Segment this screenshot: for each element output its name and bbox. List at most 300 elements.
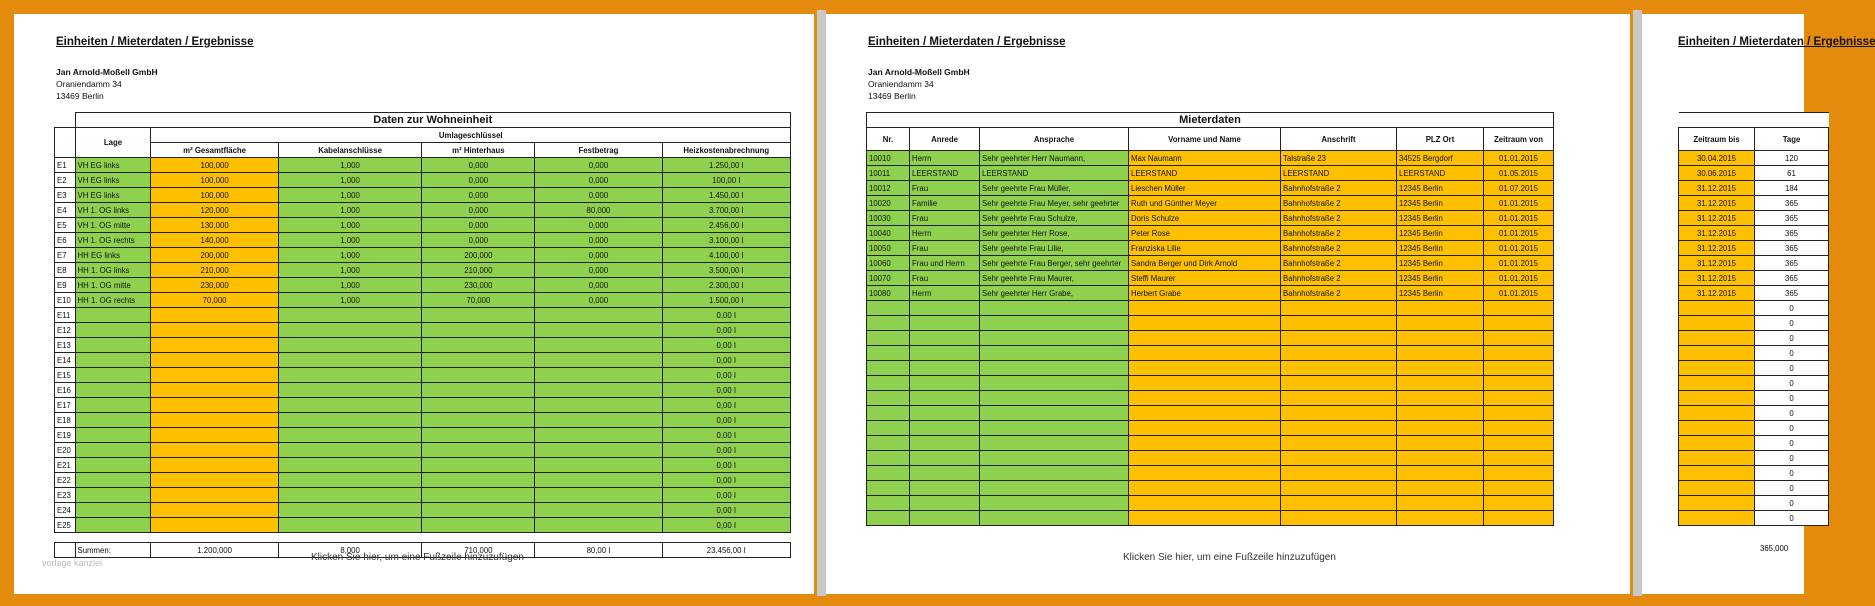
cell-name[interactable] <box>1129 406 1281 421</box>
cell-ansprache[interactable] <box>980 451 1129 466</box>
cell-zeitraum-bis[interactable]: 31.12.2015 <box>1679 241 1755 256</box>
cell-zeitraum-bis[interactable] <box>1679 406 1755 421</box>
cell-zeitraum-von[interactable] <box>1484 436 1554 451</box>
cell-anschrift[interactable] <box>1281 361 1397 376</box>
cell-nr[interactable]: 10030 <box>867 211 910 226</box>
cell-zeitraum-bis[interactable]: 31.12.2015 <box>1679 211 1755 226</box>
cell-zeitraum-von[interactable]: 01.01.2015 <box>1484 271 1554 286</box>
cell-nr[interactable] <box>867 301 910 316</box>
cell-zeitraum-bis[interactable] <box>1679 421 1755 436</box>
cell-name[interactable]: Steffi Maurer <box>1129 271 1281 286</box>
cell-zeitraum-bis[interactable]: 31.12.2015 <box>1679 286 1755 301</box>
cell-zeitraum-von[interactable] <box>1484 361 1554 376</box>
cell-festbetrag[interactable]: 0,000 <box>535 263 662 278</box>
cell-kabel[interactable] <box>278 323 422 338</box>
cell-heizkosten[interactable]: 1.450,00 I <box>662 188 790 203</box>
cell-anrede[interactable] <box>910 436 980 451</box>
cell-kabel[interactable]: 1,000 <box>278 173 422 188</box>
cell-plz[interactable]: 12345 Berlin <box>1397 271 1484 286</box>
cell-hinterhaus[interactable] <box>422 413 535 428</box>
cell-anschrift[interactable] <box>1281 316 1397 331</box>
cell-kabel[interactable]: 1,000 <box>278 278 422 293</box>
cell-hinterhaus[interactable] <box>422 458 535 473</box>
cell-zeitraum-bis[interactable] <box>1679 436 1755 451</box>
cell-heizkosten[interactable]: 0,00 I <box>662 473 790 488</box>
cell-zeitraum-bis[interactable] <box>1679 481 1755 496</box>
cell-ansprache[interactable] <box>980 421 1129 436</box>
cell-anrede[interactable] <box>910 481 980 496</box>
cell-ansprache[interactable] <box>980 331 1129 346</box>
tenants-table[interactable] <box>866 112 1554 526</box>
cell-zeitraum-bis[interactable] <box>1679 316 1755 331</box>
cell-hinterhaus[interactable]: 0,000 <box>422 233 535 248</box>
cell-ansprache[interactable]: Sehr geehrter Herr Rose, <box>980 226 1129 241</box>
cell-festbetrag[interactable] <box>535 383 662 398</box>
cell-zeitraum-von[interactable] <box>1484 301 1554 316</box>
cell-nr[interactable] <box>867 421 910 436</box>
cell-kabel[interactable] <box>278 383 422 398</box>
cell-festbetrag[interactable] <box>535 308 662 323</box>
cell-anrede[interactable]: Herrn <box>910 226 980 241</box>
cell-zeitraum-von[interactable]: 01.05.2015 <box>1484 166 1554 181</box>
cell-plz[interactable] <box>1397 361 1484 376</box>
cell-area[interactable]: 120,000 <box>151 203 278 218</box>
cell-name[interactable] <box>1129 511 1281 526</box>
cell-plz[interactable]: 12345 Berlin <box>1397 286 1484 301</box>
cell-nr[interactable] <box>867 391 910 406</box>
cell-hinterhaus[interactable] <box>422 368 535 383</box>
cell-kabel[interactable] <box>278 473 422 488</box>
cell-heizkosten[interactable]: 4.100,00 I <box>662 248 790 263</box>
cell-plz[interactable]: LEERSTAND <box>1397 166 1484 181</box>
cell-area[interactable] <box>151 353 278 368</box>
cell-anschrift[interactable] <box>1281 421 1397 436</box>
cell-heizkosten[interactable]: 3.500,00 I <box>662 263 790 278</box>
cell-festbetrag[interactable]: 0,000 <box>535 248 662 263</box>
cell-zeitraum-von[interactable] <box>1484 346 1554 361</box>
cell-nr[interactable]: 10011 <box>867 166 910 181</box>
cell-lage[interactable]: HH 1. OG mitte <box>75 278 151 293</box>
cell-plz[interactable]: 12345 Berlin <box>1397 241 1484 256</box>
cell-area[interactable]: 210,000 <box>151 263 278 278</box>
cell-anrede[interactable]: Frau <box>910 211 980 226</box>
cell-heizkosten[interactable]: 0,00 I <box>662 488 790 503</box>
cell-heizkosten[interactable]: 0,00 I <box>662 503 790 518</box>
cell-festbetrag[interactable] <box>535 428 662 443</box>
cell-festbetrag[interactable]: 0,000 <box>535 158 662 173</box>
cell-heizkosten[interactable]: 0,00 I <box>662 323 790 338</box>
cell-heizkosten[interactable]: 0,00 I <box>662 518 790 533</box>
cell-festbetrag[interactable]: 0,000 <box>535 278 662 293</box>
cell-zeitraum-von[interactable]: 01.01.2015 <box>1484 256 1554 271</box>
cell-anrede[interactable]: Herrn <box>910 151 980 166</box>
cell-area[interactable]: 70,000 <box>151 293 278 308</box>
cell-kabel[interactable]: 1,000 <box>278 203 422 218</box>
cell-festbetrag[interactable] <box>535 368 662 383</box>
cell-ansprache[interactable] <box>980 301 1129 316</box>
cell-anschrift[interactable] <box>1281 331 1397 346</box>
cell-festbetrag[interactable] <box>535 413 662 428</box>
cell-name[interactable] <box>1129 481 1281 496</box>
cell-hinterhaus[interactable] <box>422 428 535 443</box>
cell-lage[interactable] <box>75 443 151 458</box>
cell-anschrift[interactable]: Bahnhofstraße 2 <box>1281 226 1397 241</box>
cell-name[interactable] <box>1129 391 1281 406</box>
cell-hinterhaus[interactable] <box>422 323 535 338</box>
cell-anrede[interactable] <box>910 496 980 511</box>
cell-area[interactable] <box>151 338 278 353</box>
footer-hint[interactable]: Klicken Sie hier, um eine Fußzeile hinzuzufügen <box>311 552 524 563</box>
cell-plz[interactable] <box>1397 406 1484 421</box>
cell-name[interactable]: Max Naumann <box>1129 151 1281 166</box>
cell-anschrift[interactable] <box>1281 376 1397 391</box>
cell-zeitraum-von[interactable]: 01.01.2015 <box>1484 151 1554 166</box>
cell-area[interactable]: 100,000 <box>151 173 278 188</box>
cell-anrede[interactable]: Frau und Herrn <box>910 256 980 271</box>
cell-festbetrag[interactable]: 0,000 <box>535 218 662 233</box>
cell-heizkosten[interactable]: 0,00 I <box>662 353 790 368</box>
cell-hinterhaus[interactable]: 0,000 <box>422 203 535 218</box>
cell-anrede[interactable] <box>910 421 980 436</box>
cell-hinterhaus[interactable]: 0,000 <box>422 218 535 233</box>
cell-area[interactable] <box>151 323 278 338</box>
cell-kabel[interactable] <box>278 398 422 413</box>
cell-plz[interactable] <box>1397 316 1484 331</box>
cell-festbetrag[interactable] <box>535 398 662 413</box>
cell-area[interactable]: 100,000 <box>151 188 278 203</box>
cell-lage[interactable] <box>75 398 151 413</box>
cell-ansprache[interactable]: Sehr geehrte Frau Maurer, <box>980 271 1129 286</box>
cell-name[interactable] <box>1129 496 1281 511</box>
cell-lage[interactable] <box>75 428 151 443</box>
cell-heizkosten[interactable]: 0,00 I <box>662 428 790 443</box>
cell-area[interactable] <box>151 518 278 533</box>
cell-nr[interactable] <box>867 406 910 421</box>
cell-nr[interactable] <box>867 331 910 346</box>
cell-zeitraum-bis[interactable]: 31.12.2015 <box>1679 181 1755 196</box>
cell-area[interactable] <box>151 503 278 518</box>
cell-name[interactable]: Doris Schulze <box>1129 211 1281 226</box>
cell-name[interactable] <box>1129 316 1281 331</box>
cell-lage[interactable] <box>75 473 151 488</box>
cell-nr[interactable]: 10070 <box>867 271 910 286</box>
cell-zeitraum-von[interactable]: 01.01.2015 <box>1484 196 1554 211</box>
cell-festbetrag[interactable] <box>535 518 662 533</box>
cell-area[interactable]: 230,000 <box>151 278 278 293</box>
cell-ansprache[interactable] <box>980 511 1129 526</box>
cell-zeitraum-bis[interactable] <box>1679 361 1755 376</box>
cell-kabel[interactable] <box>278 518 422 533</box>
cell-heizkosten[interactable]: 3.700,00 I <box>662 203 790 218</box>
cell-area[interactable] <box>151 398 278 413</box>
results-table[interactable] <box>1678 112 1829 526</box>
cell-festbetrag[interactable] <box>535 323 662 338</box>
cell-nr[interactable] <box>867 436 910 451</box>
cell-anschrift[interactable]: Bahnhofstraße 2 <box>1281 181 1397 196</box>
cell-anschrift[interactable]: Bahnhofstraße 2 <box>1281 211 1397 226</box>
cell-lage[interactable] <box>75 338 151 353</box>
cell-ansprache[interactable]: Sehr geehrter Herr Grabe, <box>980 286 1129 301</box>
cell-name[interactable]: LEERSTAND <box>1129 166 1281 181</box>
cell-area[interactable] <box>151 383 278 398</box>
cell-area[interactable] <box>151 368 278 383</box>
cell-anschrift[interactable] <box>1281 496 1397 511</box>
cell-nr[interactable] <box>867 481 910 496</box>
cell-nr[interactable] <box>867 316 910 331</box>
cell-nr[interactable] <box>867 361 910 376</box>
cell-plz[interactable] <box>1397 481 1484 496</box>
cell-kabel[interactable]: 1,000 <box>278 188 422 203</box>
cell-lage[interactable] <box>75 323 151 338</box>
cell-ansprache[interactable] <box>980 346 1129 361</box>
cell-name[interactable] <box>1129 301 1281 316</box>
cell-kabel[interactable] <box>278 443 422 458</box>
cell-anschrift[interactable]: Bahnhofstraße 2 <box>1281 196 1397 211</box>
cell-zeitraum-bis[interactable]: 31.12.2015 <box>1679 196 1755 211</box>
cell-anrede[interactable] <box>910 361 980 376</box>
cell-kabel[interactable] <box>278 353 422 368</box>
cell-kabel[interactable] <box>278 338 422 353</box>
cell-nr[interactable]: 10010 <box>867 151 910 166</box>
cell-plz[interactable] <box>1397 391 1484 406</box>
cell-ansprache[interactable] <box>980 436 1129 451</box>
cell-ansprache[interactable] <box>980 406 1129 421</box>
cell-lage[interactable] <box>75 488 151 503</box>
cell-hinterhaus[interactable]: 200,000 <box>422 248 535 263</box>
cell-anschrift[interactable] <box>1281 391 1397 406</box>
cell-anrede[interactable] <box>910 316 980 331</box>
cell-heizkosten[interactable]: 0,00 I <box>662 383 790 398</box>
cell-zeitraum-bis[interactable] <box>1679 466 1755 481</box>
cell-zeitraum-von[interactable] <box>1484 451 1554 466</box>
cell-kabel[interactable] <box>278 503 422 518</box>
cell-hinterhaus[interactable] <box>422 308 535 323</box>
cell-area[interactable] <box>151 443 278 458</box>
cell-lage[interactable]: VH EG links <box>75 188 151 203</box>
cell-name[interactable]: Ruth und Günther Meyer <box>1129 196 1281 211</box>
cell-ansprache[interactable]: Sehr geehrter Herr Naumann, <box>980 151 1129 166</box>
cell-plz[interactable]: 12345 Berlin <box>1397 226 1484 241</box>
cell-festbetrag[interactable]: 0,000 <box>535 173 662 188</box>
cell-heizkosten[interactable]: 1.500,00 I <box>662 293 790 308</box>
cell-anschrift[interactable] <box>1281 466 1397 481</box>
cell-hinterhaus[interactable] <box>422 473 535 488</box>
cell-anrede[interactable] <box>910 301 980 316</box>
cell-festbetrag[interactable]: 80,000 <box>535 203 662 218</box>
cell-heizkosten[interactable]: 0,00 I <box>662 398 790 413</box>
cell-zeitraum-bis[interactable] <box>1679 451 1755 466</box>
cell-lage[interactable] <box>75 368 151 383</box>
cell-anrede[interactable]: LEERSTAND <box>910 166 980 181</box>
cell-anschrift[interactable] <box>1281 481 1397 496</box>
cell-zeitraum-bis[interactable] <box>1679 331 1755 346</box>
cell-area[interactable] <box>151 308 278 323</box>
cell-lage[interactable]: VH EG links <box>75 173 151 188</box>
cell-hinterhaus[interactable] <box>422 383 535 398</box>
cell-hinterhaus[interactable] <box>422 503 535 518</box>
cell-anrede[interactable] <box>910 406 980 421</box>
cell-festbetrag[interactable]: 0,000 <box>535 293 662 308</box>
cell-plz[interactable] <box>1397 346 1484 361</box>
cell-heizkosten[interactable]: 2.456,00 I <box>662 218 790 233</box>
cell-anrede[interactable]: Frau <box>910 271 980 286</box>
cell-nr[interactable]: 10020 <box>867 196 910 211</box>
cell-festbetrag[interactable] <box>535 338 662 353</box>
cell-zeitraum-von[interactable] <box>1484 316 1554 331</box>
cell-nr[interactable]: 10012 <box>867 181 910 196</box>
cell-plz[interactable]: 12345 Berlin <box>1397 196 1484 211</box>
cell-nr[interactable] <box>867 376 910 391</box>
cell-anschrift[interactable]: Bahnhofstraße 2 <box>1281 271 1397 286</box>
cell-name[interactable] <box>1129 421 1281 436</box>
cell-kabel[interactable] <box>278 308 422 323</box>
cell-name[interactable] <box>1129 466 1281 481</box>
cell-ansprache[interactable] <box>980 481 1129 496</box>
cell-plz[interactable] <box>1397 436 1484 451</box>
cell-area[interactable] <box>151 413 278 428</box>
cell-anschrift[interactable]: Bahnhofstraße 2 <box>1281 286 1397 301</box>
cell-festbetrag[interactable] <box>535 473 662 488</box>
cell-ansprache[interactable] <box>980 391 1129 406</box>
cell-festbetrag[interactable]: 0,000 <box>535 188 662 203</box>
cell-kabel[interactable]: 1,000 <box>278 218 422 233</box>
cell-area[interactable]: 140,000 <box>151 233 278 248</box>
cell-ansprache[interactable]: LEERSTAND <box>980 166 1129 181</box>
cell-name[interactable]: Sandra Berger und Dirk Arnold <box>1129 256 1281 271</box>
cell-lage[interactable]: HH 1. OG rechts <box>75 293 151 308</box>
cell-ansprache[interactable] <box>980 496 1129 511</box>
cell-hinterhaus[interactable]: 0,000 <box>422 158 535 173</box>
cell-lage[interactable]: HH 1. OG links <box>75 263 151 278</box>
cell-plz[interactable] <box>1397 511 1484 526</box>
cell-hinterhaus[interactable]: 0,000 <box>422 188 535 203</box>
cell-kabel[interactable]: 1,000 <box>278 158 422 173</box>
cell-zeitraum-bis[interactable] <box>1679 496 1755 511</box>
cell-area[interactable] <box>151 458 278 473</box>
cell-ansprache[interactable]: Sehr geehrte Frau Schulze, <box>980 211 1129 226</box>
cell-plz[interactable]: 12345 Berlin <box>1397 211 1484 226</box>
cell-plz[interactable] <box>1397 451 1484 466</box>
cell-zeitraum-von[interactable] <box>1484 391 1554 406</box>
cell-hinterhaus[interactable] <box>422 353 535 368</box>
cell-plz[interactable] <box>1397 466 1484 481</box>
cell-ansprache[interactable] <box>980 361 1129 376</box>
cell-nr[interactable] <box>867 496 910 511</box>
cell-nr[interactable]: 10040 <box>867 226 910 241</box>
cell-kabel[interactable]: 1,000 <box>278 293 422 308</box>
cell-zeitraum-bis[interactable]: 30.06.2015 <box>1679 166 1755 181</box>
cell-anschrift[interactable]: Bahnhofstraße 2 <box>1281 256 1397 271</box>
cell-area[interactable]: 130,000 <box>151 218 278 233</box>
cell-name[interactable] <box>1129 361 1281 376</box>
cell-zeitraum-von[interactable] <box>1484 421 1554 436</box>
cell-zeitraum-bis[interactable]: 31.12.2015 <box>1679 271 1755 286</box>
cell-anrede[interactable] <box>910 511 980 526</box>
cell-anschrift[interactable] <box>1281 451 1397 466</box>
cell-zeitraum-bis[interactable]: 30.04.2015 <box>1679 151 1755 166</box>
cell-ansprache[interactable] <box>980 316 1129 331</box>
cell-anrede[interactable] <box>910 391 980 406</box>
cell-name[interactable]: Lieschen Müller <box>1129 181 1281 196</box>
cell-hinterhaus[interactable] <box>422 488 535 503</box>
cell-anschrift[interactable]: Bahnhofstraße 2 <box>1281 241 1397 256</box>
cell-heizkosten[interactable]: 0,00 I <box>662 338 790 353</box>
cell-hinterhaus[interactable]: 70,000 <box>422 293 535 308</box>
cell-area[interactable] <box>151 473 278 488</box>
cell-name[interactable] <box>1129 346 1281 361</box>
cell-nr[interactable] <box>867 466 910 481</box>
cell-plz[interactable] <box>1397 421 1484 436</box>
cell-ansprache[interactable]: Sehr geehrte Frau Müller, <box>980 181 1129 196</box>
cell-heizkosten[interactable]: 2.300,00 I <box>662 278 790 293</box>
cell-nr[interactable]: 10060 <box>867 256 910 271</box>
cell-lage[interactable]: VH 1. OG mitte <box>75 218 151 233</box>
cell-heizkosten[interactable]: 3.100,00 I <box>662 233 790 248</box>
cell-festbetrag[interactable] <box>535 503 662 518</box>
cell-zeitraum-von[interactable]: 01.01.2015 <box>1484 241 1554 256</box>
cell-lage[interactable]: VH EG links <box>75 158 151 173</box>
cell-anrede[interactable]: Herrn <box>910 286 980 301</box>
cell-area[interactable]: 100,000 <box>151 158 278 173</box>
cell-area[interactable] <box>151 428 278 443</box>
cell-nr[interactable] <box>867 451 910 466</box>
cell-zeitraum-von[interactable]: 01.07.2015 <box>1484 181 1554 196</box>
cell-anrede[interactable] <box>910 331 980 346</box>
cell-name[interactable]: Herbert Grabe <box>1129 286 1281 301</box>
cell-ansprache[interactable] <box>980 376 1129 391</box>
cell-lage[interactable] <box>75 383 151 398</box>
cell-hinterhaus[interactable]: 210,000 <box>422 263 535 278</box>
cell-zeitraum-von[interactable]: 01.01.2015 <box>1484 211 1554 226</box>
cell-heizkosten[interactable]: 0,00 I <box>662 368 790 383</box>
cell-name[interactable]: Peter Rose <box>1129 226 1281 241</box>
cell-kabel[interactable]: 1,000 <box>278 263 422 278</box>
cell-zeitraum-von[interactable] <box>1484 466 1554 481</box>
cell-anrede[interactable]: Frau <box>910 181 980 196</box>
cell-anrede[interactable] <box>910 376 980 391</box>
cell-anschrift[interactable] <box>1281 301 1397 316</box>
cell-plz[interactable] <box>1397 331 1484 346</box>
cell-ansprache[interactable] <box>980 466 1129 481</box>
footer-hint[interactable]: Klicken Sie hier, um eine Fußzeile hinzuzufügen <box>1123 552 1336 563</box>
cell-zeitraum-von[interactable] <box>1484 406 1554 421</box>
cell-name[interactable] <box>1129 451 1281 466</box>
cell-hinterhaus[interactable]: 230,000 <box>422 278 535 293</box>
cell-nr[interactable] <box>867 346 910 361</box>
cell-zeitraum-von[interactable] <box>1484 511 1554 526</box>
cell-plz[interactable]: 12345 Berlin <box>1397 181 1484 196</box>
cell-zeitraum-bis[interactable] <box>1679 391 1755 406</box>
cell-plz[interactable] <box>1397 376 1484 391</box>
cell-lage[interactable] <box>75 518 151 533</box>
cell-nr[interactable]: 10080 <box>867 286 910 301</box>
cell-plz[interactable] <box>1397 496 1484 511</box>
cell-plz[interactable] <box>1397 301 1484 316</box>
cell-plz[interactable]: 34525 Bergdorf <box>1397 151 1484 166</box>
cell-heizkosten[interactable]: 1.250,00 I <box>662 158 790 173</box>
cell-zeitraum-von[interactable] <box>1484 331 1554 346</box>
cell-nr[interactable]: 10050 <box>867 241 910 256</box>
cell-zeitraum-von[interactable] <box>1484 481 1554 496</box>
cell-zeitraum-von[interactable] <box>1484 376 1554 391</box>
cell-kabel[interactable]: 1,000 <box>278 233 422 248</box>
cell-anschrift[interactable] <box>1281 406 1397 421</box>
cell-name[interactable] <box>1129 436 1281 451</box>
cell-hinterhaus[interactable] <box>422 398 535 413</box>
cell-lage[interactable]: VH 1. OG links <box>75 203 151 218</box>
cell-hinterhaus[interactable] <box>422 443 535 458</box>
cell-zeitraum-bis[interactable] <box>1679 376 1755 391</box>
